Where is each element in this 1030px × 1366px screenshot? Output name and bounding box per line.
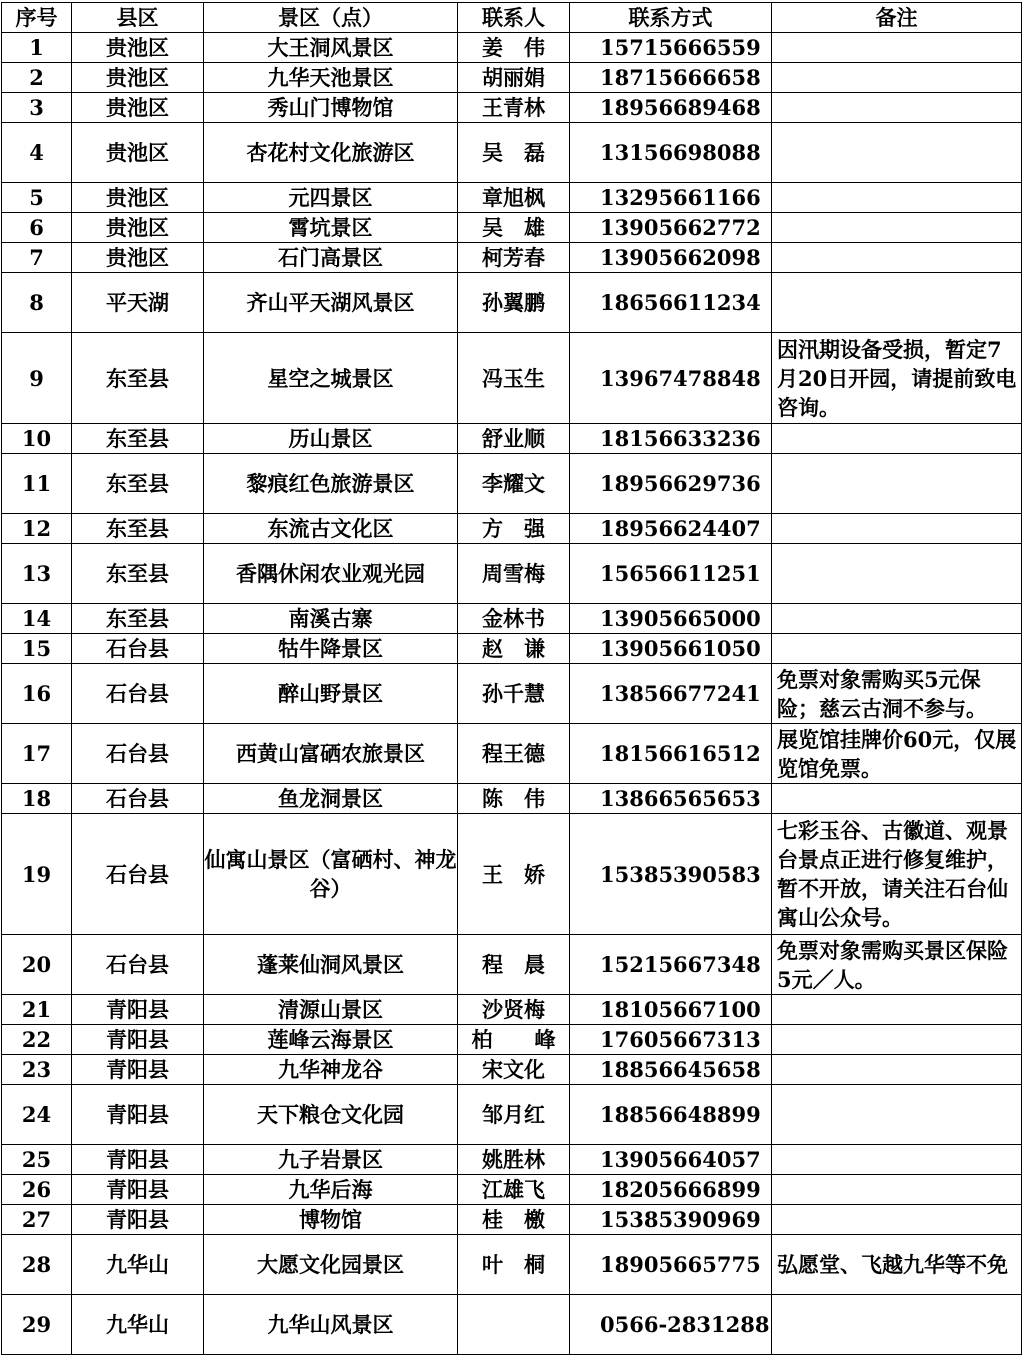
cell-scenic: 齐山平天湖风景区 (204, 273, 458, 333)
cell-note (772, 183, 1022, 213)
table-row (2, 604, 1022, 634)
cell-county: 贵池区 (72, 93, 204, 123)
cell-county: 青阳县 (72, 1145, 204, 1175)
cell-index: 3 (2, 93, 72, 123)
cell-phone: 18205666899 (570, 1175, 772, 1205)
cell-county: 贵池区 (72, 63, 204, 93)
cell-person: 叶 桐 (458, 1235, 570, 1295)
cell-county: 青阳县 (72, 1175, 204, 1205)
cell-note (772, 634, 1022, 664)
cell-phone: 18905665775 (570, 1235, 772, 1295)
cell-person: 李耀文 (458, 454, 570, 514)
table-row (2, 183, 1022, 213)
cell-scenic: 香隅休闲农业观光园 (204, 544, 458, 604)
table-row (2, 1205, 1022, 1235)
table-row (2, 1025, 1022, 1055)
cell-scenic: 元四景区 (204, 183, 458, 213)
cell-scenic: 大愿文化园景区 (204, 1235, 458, 1295)
cell-note (772, 1145, 1022, 1175)
table-row (2, 243, 1022, 273)
cell-person: 孙翼鹏 (458, 273, 570, 333)
cell-county: 石台县 (72, 935, 204, 995)
cell-note: 七彩玉谷、古徽道、观景台景点正进行修复维护，暂不开放，请关注石台仙寓山公众号。 (772, 814, 1022, 935)
cell-note (772, 784, 1022, 814)
cell-scenic: 大王洞风景区 (204, 33, 458, 63)
cell-index: 21 (2, 995, 72, 1025)
cell-scenic: 石门高景区 (204, 243, 458, 273)
cell-index: 26 (2, 1175, 72, 1205)
table-row (2, 995, 1022, 1025)
cell-scenic: 秀山门博物馆 (204, 93, 458, 123)
cell-person: 邹月红 (458, 1085, 570, 1145)
cell-index: 19 (2, 814, 72, 935)
table-row (2, 213, 1022, 243)
cell-note (772, 1175, 1022, 1205)
cell-county: 九华山 (72, 1235, 204, 1295)
cell-county: 青阳县 (72, 1085, 204, 1145)
cell-phone: 18956689468 (570, 93, 772, 123)
cell-scenic: 仙寓山景区（富硒村、神龙谷） (204, 814, 458, 935)
cell-scenic: 醉山野景区 (204, 664, 458, 724)
cell-phone: 17605667313 (570, 1025, 772, 1055)
cell-person (458, 1295, 570, 1355)
cell-person: 舒业顺 (458, 424, 570, 454)
cell-scenic: 九华后海 (204, 1175, 458, 1205)
table-row (2, 814, 1022, 935)
cell-index: 4 (2, 123, 72, 183)
cell-phone: 18656611234 (570, 273, 772, 333)
cell-note (772, 123, 1022, 183)
header-row (2, 3, 1022, 33)
table-row (2, 784, 1022, 814)
header-person: 联系人 (458, 3, 570, 33)
cell-index: 27 (2, 1205, 72, 1235)
cell-index: 9 (2, 333, 72, 424)
cell-person: 吴 雄 (458, 213, 570, 243)
cell-index: 22 (2, 1025, 72, 1055)
cell-person: 金林书 (458, 604, 570, 634)
cell-county: 青阳县 (72, 1205, 204, 1235)
table-row (2, 1055, 1022, 1085)
cell-note (772, 514, 1022, 544)
cell-index: 12 (2, 514, 72, 544)
cell-note (772, 33, 1022, 63)
cell-note: 弘愿堂、飞越九华等不免 (772, 1235, 1022, 1295)
cell-note (772, 1295, 1022, 1355)
cell-county: 九华山 (72, 1295, 204, 1355)
cell-note (772, 1085, 1022, 1145)
cell-phone: 13967478848 (570, 333, 772, 424)
table-row (2, 93, 1022, 123)
cell-scenic: 天下粮仓文化园 (204, 1085, 458, 1145)
cell-county: 青阳县 (72, 1055, 204, 1085)
table-row (2, 33, 1022, 63)
cell-scenic: 黎痕红色旅游景区 (204, 454, 458, 514)
cell-county: 青阳县 (72, 1025, 204, 1055)
cell-county: 东至县 (72, 514, 204, 544)
cell-note: 免票对象需购买景区保险5元／人。 (772, 935, 1022, 995)
cell-note (772, 93, 1022, 123)
table-row (2, 935, 1022, 995)
cell-scenic: 博物馆 (204, 1205, 458, 1235)
cell-note: 展览馆挂牌价60元，仅展览馆免票。 (772, 724, 1022, 784)
cell-phone: 15385390583 (570, 814, 772, 935)
cell-phone: 0566-2831288 (570, 1295, 772, 1355)
cell-person: 王 娇 (458, 814, 570, 935)
cell-index: 7 (2, 243, 72, 273)
cell-scenic: 南溪古寨 (204, 604, 458, 634)
cell-index: 10 (2, 424, 72, 454)
cell-index: 15 (2, 634, 72, 664)
cell-index: 13 (2, 544, 72, 604)
cell-scenic: 历山景区 (204, 424, 458, 454)
cell-person: 姜 伟 (458, 33, 570, 63)
table-row (2, 1235, 1022, 1295)
table-row (2, 1295, 1022, 1355)
table-row (2, 424, 1022, 454)
header-county: 县区 (72, 3, 204, 33)
cell-phone: 18156616512 (570, 724, 772, 784)
cell-note (772, 243, 1022, 273)
cell-phone: 18156633236 (570, 424, 772, 454)
cell-index: 14 (2, 604, 72, 634)
cell-note (772, 1025, 1022, 1055)
cell-phone: 15715666559 (570, 33, 772, 63)
cell-note (772, 424, 1022, 454)
cell-scenic: 鱼龙洞景区 (204, 784, 458, 814)
cell-phone: 13156698088 (570, 123, 772, 183)
cell-note (772, 1205, 1022, 1235)
cell-scenic: 霄坑景区 (204, 213, 458, 243)
cell-scenic: 莲峰云海景区 (204, 1025, 458, 1055)
cell-index: 6 (2, 213, 72, 243)
cell-phone: 15656611251 (570, 544, 772, 604)
cell-scenic: 东流古文化区 (204, 514, 458, 544)
cell-note (772, 995, 1022, 1025)
cell-index: 5 (2, 183, 72, 213)
table-row (2, 664, 1022, 724)
cell-county: 东至县 (72, 454, 204, 514)
cell-note: 免票对象需购买5元保险；慈云古洞不参与。 (772, 664, 1022, 724)
cell-phone: 15215667348 (570, 935, 772, 995)
header-note: 备注 (772, 3, 1022, 33)
cell-phone: 13295661166 (570, 183, 772, 213)
cell-index: 24 (2, 1085, 72, 1145)
cell-person: 柯芳春 (458, 243, 570, 273)
cell-scenic: 杏花村文化旅游区 (204, 123, 458, 183)
cell-scenic: 清源山景区 (204, 995, 458, 1025)
cell-person: 程王德 (458, 724, 570, 784)
cell-note (772, 1055, 1022, 1085)
cell-index: 8 (2, 273, 72, 333)
cell-note (772, 604, 1022, 634)
cell-phone: 13905662772 (570, 213, 772, 243)
table-row (2, 123, 1022, 183)
table-row (2, 333, 1022, 424)
table-row (2, 724, 1022, 784)
header-phone: 联系方式 (570, 3, 772, 33)
cell-person: 孙千慧 (458, 664, 570, 724)
cell-scenic: 九子岩景区 (204, 1145, 458, 1175)
cell-phone: 13905664057 (570, 1145, 772, 1175)
cell-person: 柏 峰 (458, 1025, 570, 1055)
table-row (2, 63, 1022, 93)
cell-index: 1 (2, 33, 72, 63)
table-row (2, 544, 1022, 604)
cell-phone: 13905662098 (570, 243, 772, 273)
cell-phone: 18105667100 (570, 995, 772, 1025)
cell-index: 23 (2, 1055, 72, 1085)
cell-county: 东至县 (72, 333, 204, 424)
table-body (2, 33, 1022, 1355)
cell-scenic: 蓬莱仙洞风景区 (204, 935, 458, 995)
cell-phone: 18956624407 (570, 514, 772, 544)
cell-person: 周雪梅 (458, 544, 570, 604)
cell-county: 石台县 (72, 814, 204, 935)
cell-index: 17 (2, 724, 72, 784)
cell-county: 石台县 (72, 784, 204, 814)
cell-person: 沙贤梅 (458, 995, 570, 1025)
table-row (2, 1085, 1022, 1145)
cell-person: 章旭枫 (458, 183, 570, 213)
cell-index: 28 (2, 1235, 72, 1295)
cell-person: 程 晨 (458, 935, 570, 995)
cell-note (772, 273, 1022, 333)
cell-person: 宋文化 (458, 1055, 570, 1085)
cell-note (772, 63, 1022, 93)
cell-county: 石台县 (72, 664, 204, 724)
cell-person: 方 强 (458, 514, 570, 544)
cell-note (772, 544, 1022, 604)
cell-phone: 18956629736 (570, 454, 772, 514)
cell-person: 吴 磊 (458, 123, 570, 183)
cell-scenic: 牯牛降景区 (204, 634, 458, 664)
cell-phone: 18856648899 (570, 1085, 772, 1145)
cell-index: 20 (2, 935, 72, 995)
cell-county: 青阳县 (72, 995, 204, 1025)
table-row (2, 1175, 1022, 1205)
cell-person: 江雄飞 (458, 1175, 570, 1205)
cell-county: 贵池区 (72, 123, 204, 183)
cell-note (772, 213, 1022, 243)
cell-scenic: 星空之城景区 (204, 333, 458, 424)
cell-phone: 18715666658 (570, 63, 772, 93)
cell-index: 2 (2, 63, 72, 93)
cell-county: 贵池区 (72, 243, 204, 273)
cell-county: 东至县 (72, 544, 204, 604)
cell-person: 陈 伟 (458, 784, 570, 814)
table-row (2, 273, 1022, 333)
cell-county: 石台县 (72, 724, 204, 784)
cell-scenic: 九华神龙谷 (204, 1055, 458, 1085)
cell-phone: 13856677241 (570, 664, 772, 724)
contact-table (1, 2, 1022, 1355)
cell-scenic: 九华天池景区 (204, 63, 458, 93)
cell-person: 冯玉生 (458, 333, 570, 424)
cell-scenic: 西黄山富硒农旅景区 (204, 724, 458, 784)
header-index: 序号 (2, 3, 72, 33)
cell-county: 东至县 (72, 424, 204, 454)
cell-phone: 13905661050 (570, 634, 772, 664)
cell-county: 平天湖 (72, 273, 204, 333)
cell-county: 贵池区 (72, 33, 204, 63)
cell-person: 王青林 (458, 93, 570, 123)
cell-scenic: 九华山风景区 (204, 1295, 458, 1355)
table-row (2, 454, 1022, 514)
cell-person: 赵 谦 (458, 634, 570, 664)
cell-index: 11 (2, 454, 72, 514)
cell-note: 因汛期设备受损，暂定7月20日开园，请提前致电咨询。 (772, 333, 1022, 424)
cell-person: 桂 檄 (458, 1205, 570, 1235)
cell-index: 18 (2, 784, 72, 814)
table-row (2, 514, 1022, 544)
cell-note (772, 454, 1022, 514)
cell-person: 胡丽娟 (458, 63, 570, 93)
cell-county: 贵池区 (72, 213, 204, 243)
table-row (2, 1145, 1022, 1175)
cell-county: 石台县 (72, 634, 204, 664)
cell-index: 29 (2, 1295, 72, 1355)
table-row (2, 634, 1022, 664)
cell-county: 贵池区 (72, 183, 204, 213)
header-scenic: 景区（点） (204, 3, 458, 33)
cell-phone: 13866565653 (570, 784, 772, 814)
cell-index: 16 (2, 664, 72, 724)
cell-person: 姚胜林 (458, 1145, 570, 1175)
cell-index: 25 (2, 1145, 72, 1175)
cell-phone: 13905665000 (570, 604, 772, 634)
cell-phone: 18856645658 (570, 1055, 772, 1085)
cell-phone: 15385390969 (570, 1205, 772, 1235)
cell-county: 东至县 (72, 604, 204, 634)
